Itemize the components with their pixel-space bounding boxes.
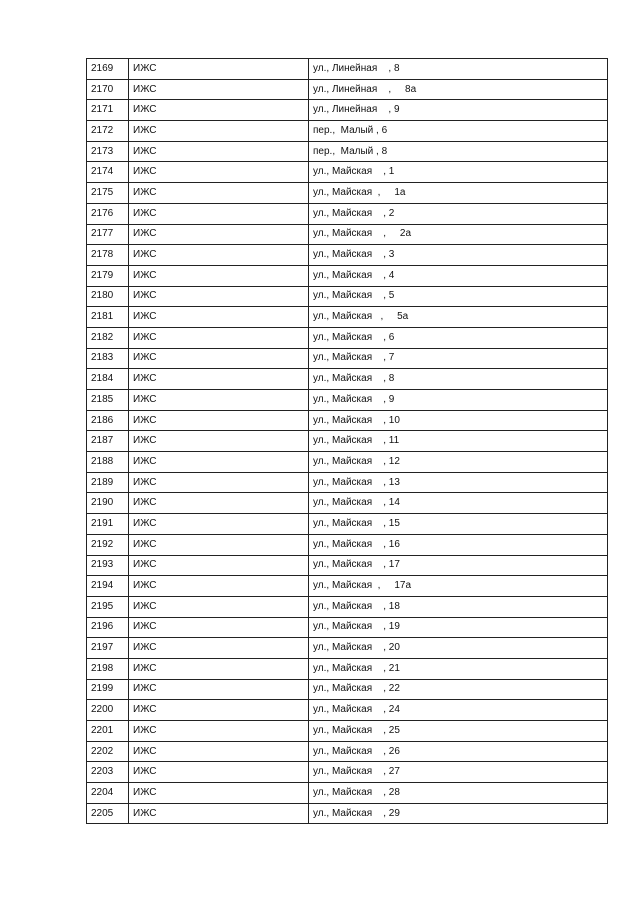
table-row [87, 514, 608, 535]
table-row [87, 121, 608, 142]
row-number-cell: 2188 [87, 452, 129, 473]
building-type-cell: ИЖС [129, 762, 309, 783]
address-cell: ул., Майская , 29 [309, 803, 608, 824]
table-row [87, 596, 608, 617]
table-row [87, 493, 608, 514]
row-number-cell: 2187 [87, 431, 129, 452]
building-type-cell: ИЖС [129, 555, 309, 576]
address-cell: ул., Майская , 15 [309, 514, 608, 535]
row-number-cell: 2201 [87, 721, 129, 742]
row-number-cell: 2171 [87, 100, 129, 121]
address-cell: ул., Майская , 19 [309, 617, 608, 638]
building-type-cell: ИЖС [129, 162, 309, 183]
address-cell: ул., Майская , 14 [309, 493, 608, 514]
row-number-cell: 2189 [87, 472, 129, 493]
row-number-cell: 2191 [87, 514, 129, 535]
registry-table [86, 58, 608, 824]
address-cell: ул., Майская , 5 [309, 286, 608, 307]
table-row [87, 79, 608, 100]
address-cell: пер., Малый , 8 [309, 141, 608, 162]
row-number-cell: 2176 [87, 203, 129, 224]
building-type-cell: ИЖС [129, 183, 309, 204]
table-row [87, 658, 608, 679]
address-cell: ул., Линейная , 8а [309, 79, 608, 100]
building-type-cell: ИЖС [129, 224, 309, 245]
row-number-cell: 2173 [87, 141, 129, 162]
row-number-cell: 2185 [87, 390, 129, 411]
address-cell: ул., Майская , 17 [309, 555, 608, 576]
table-row [87, 348, 608, 369]
table-row [87, 803, 608, 824]
row-number-cell: 2178 [87, 245, 129, 266]
building-type-cell: ИЖС [129, 390, 309, 411]
address-cell: ул., Майская , 5а [309, 307, 608, 328]
address-cell: ул., Майская , 9 [309, 390, 608, 411]
building-type-cell: ИЖС [129, 121, 309, 142]
table-row [87, 286, 608, 307]
row-number-cell: 2170 [87, 79, 129, 100]
building-type-cell: ИЖС [129, 534, 309, 555]
table-row [87, 327, 608, 348]
address-cell: ул., Майская , 28 [309, 783, 608, 804]
row-number-cell: 2186 [87, 410, 129, 431]
address-cell: ул., Майская , 27 [309, 762, 608, 783]
table-row [87, 141, 608, 162]
row-number-cell: 2184 [87, 369, 129, 390]
building-type-cell: ИЖС [129, 369, 309, 390]
building-type-cell: ИЖС [129, 410, 309, 431]
row-number-cell: 2200 [87, 700, 129, 721]
row-number-cell: 2183 [87, 348, 129, 369]
table-row [87, 265, 608, 286]
row-number-cell: 2190 [87, 493, 129, 514]
table-row [87, 431, 608, 452]
building-type-cell: ИЖС [129, 638, 309, 659]
table-row [87, 245, 608, 266]
registry-table-body [87, 59, 608, 824]
table-row [87, 183, 608, 204]
row-number-cell: 2194 [87, 576, 129, 597]
row-number-cell: 2179 [87, 265, 129, 286]
building-type-cell: ИЖС [129, 100, 309, 121]
row-number-cell: 2192 [87, 534, 129, 555]
building-type-cell: ИЖС [129, 576, 309, 597]
table-row [87, 390, 608, 411]
table-row [87, 410, 608, 431]
address-cell: ул., Майская , 21 [309, 658, 608, 679]
building-type-cell: ИЖС [129, 452, 309, 473]
address-cell: ул., Майская , 25 [309, 721, 608, 742]
address-cell: ул., Майская , 22 [309, 679, 608, 700]
table-row [87, 783, 608, 804]
building-type-cell: ИЖС [129, 431, 309, 452]
table-row [87, 741, 608, 762]
row-number-cell: 2196 [87, 617, 129, 638]
building-type-cell: ИЖС [129, 245, 309, 266]
address-cell: ул., Майская , 12 [309, 452, 608, 473]
table-row [87, 679, 608, 700]
table-row [87, 59, 608, 80]
building-type-cell: ИЖС [129, 493, 309, 514]
address-cell: пер., Малый , 6 [309, 121, 608, 142]
table-row [87, 100, 608, 121]
address-cell: ул., Майская , 1а [309, 183, 608, 204]
table-row [87, 721, 608, 742]
row-number-cell: 2182 [87, 327, 129, 348]
row-number-cell: 2180 [87, 286, 129, 307]
table-row [87, 224, 608, 245]
row-number-cell: 2169 [87, 59, 129, 80]
row-number-cell: 2193 [87, 555, 129, 576]
table-row [87, 452, 608, 473]
building-type-cell: ИЖС [129, 803, 309, 824]
building-type-cell: ИЖС [129, 679, 309, 700]
row-number-cell: 2199 [87, 679, 129, 700]
building-type-cell: ИЖС [129, 617, 309, 638]
address-cell: ул., Линейная , 8 [309, 59, 608, 80]
building-type-cell: ИЖС [129, 348, 309, 369]
table-row [87, 369, 608, 390]
address-cell: ул., Майская , 17а [309, 576, 608, 597]
building-type-cell: ИЖС [129, 721, 309, 742]
row-number-cell: 2198 [87, 658, 129, 679]
row-number-cell: 2202 [87, 741, 129, 762]
table-row [87, 162, 608, 183]
row-number-cell: 2204 [87, 783, 129, 804]
table-row [87, 576, 608, 597]
address-cell: ул., Майская , 7 [309, 348, 608, 369]
building-type-cell: ИЖС [129, 203, 309, 224]
building-type-cell: ИЖС [129, 307, 309, 328]
table-row [87, 534, 608, 555]
row-number-cell: 2203 [87, 762, 129, 783]
row-number-cell: 2174 [87, 162, 129, 183]
building-type-cell: ИЖС [129, 700, 309, 721]
row-number-cell: 2197 [87, 638, 129, 659]
table-row [87, 762, 608, 783]
table-row [87, 700, 608, 721]
table-row [87, 555, 608, 576]
building-type-cell: ИЖС [129, 658, 309, 679]
address-cell: ул., Майская , 24 [309, 700, 608, 721]
address-cell: ул., Майская , 6 [309, 327, 608, 348]
table-row [87, 617, 608, 638]
row-number-cell: 2195 [87, 596, 129, 617]
building-type-cell: ИЖС [129, 514, 309, 535]
address-cell: ул., Майская , 20 [309, 638, 608, 659]
address-cell: ул., Майская , 8 [309, 369, 608, 390]
building-type-cell: ИЖС [129, 141, 309, 162]
table-row [87, 638, 608, 659]
building-type-cell: ИЖС [129, 472, 309, 493]
building-type-cell: ИЖС [129, 59, 309, 80]
row-number-cell: 2172 [87, 121, 129, 142]
table-row [87, 307, 608, 328]
address-cell: ул., Майская , 4 [309, 265, 608, 286]
address-cell: ул., Майская , 13 [309, 472, 608, 493]
building-type-cell: ИЖС [129, 265, 309, 286]
address-cell: ул., Майская , 2 [309, 203, 608, 224]
row-number-cell: 2175 [87, 183, 129, 204]
building-type-cell: ИЖС [129, 783, 309, 804]
address-cell: ул., Майская , 10 [309, 410, 608, 431]
address-cell: ул., Майская , 11 [309, 431, 608, 452]
address-cell: ул., Линейная , 9 [309, 100, 608, 121]
row-number-cell: 2205 [87, 803, 129, 824]
building-type-cell: ИЖС [129, 596, 309, 617]
address-cell: ул., Майская , 3 [309, 245, 608, 266]
building-type-cell: ИЖС [129, 79, 309, 100]
building-type-cell: ИЖС [129, 741, 309, 762]
row-number-cell: 2181 [87, 307, 129, 328]
table-row [87, 472, 608, 493]
address-cell: ул., Майская , 2а [309, 224, 608, 245]
table-row [87, 203, 608, 224]
row-number-cell: 2177 [87, 224, 129, 245]
address-cell: ул., Майская , 16 [309, 534, 608, 555]
address-cell: ул., Майская , 1 [309, 162, 608, 183]
building-type-cell: ИЖС [129, 286, 309, 307]
building-type-cell: ИЖС [129, 327, 309, 348]
address-cell: ул., Майская , 18 [309, 596, 608, 617]
address-cell: ул., Майская , 26 [309, 741, 608, 762]
